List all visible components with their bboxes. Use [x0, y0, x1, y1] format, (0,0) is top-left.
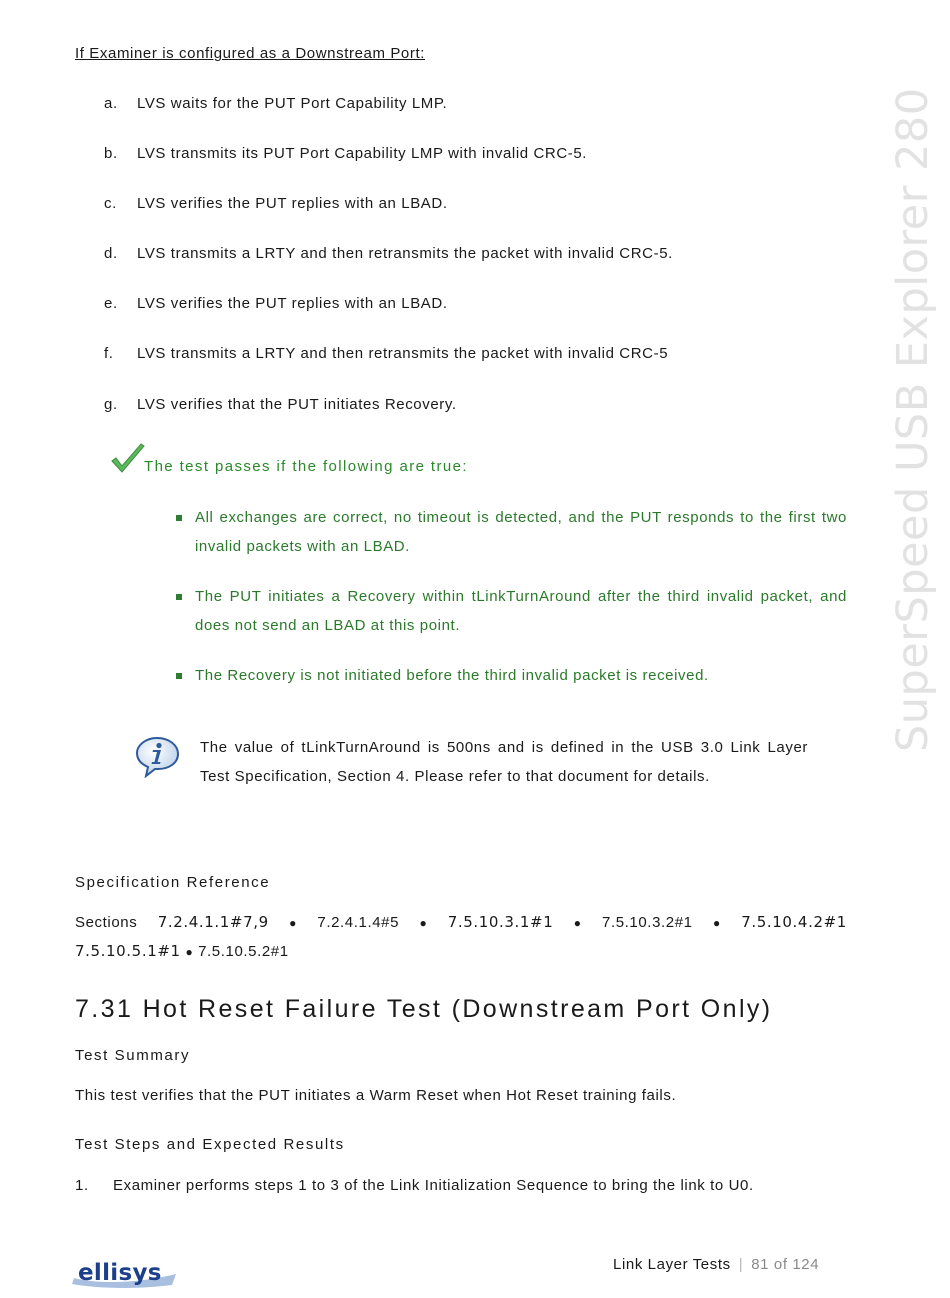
bullet-icon: [176, 594, 182, 600]
section-heading: 7.31 Hot Reset Failure Test (Downstream Port Only): [75, 995, 773, 1023]
bullet-icon: [176, 515, 182, 521]
footer-separator: |: [738, 1256, 744, 1273]
spec-reference-heading: Specification Reference: [75, 874, 271, 891]
test-steps-heading: Test Steps and Expected Results: [75, 1136, 345, 1153]
side-title: SuperSpeed USB Explorer 280: [888, 87, 938, 752]
step-text: LVS transmits its PUT Port Capability LMP with invalid CRC-5.: [137, 145, 588, 162]
sections-line-2: [75, 941, 289, 962]
separator-dot: ●: [713, 916, 721, 930]
section-ref: 7.5.10.5.2#1: [198, 943, 289, 960]
footer-chapter: Link Layer Tests: [613, 1256, 731, 1273]
test-summary-heading: Test Summary: [75, 1047, 191, 1064]
step-number: 1.: [75, 1177, 89, 1194]
downstream-heading: If Examiner is configured as a Downstream Port:: [75, 45, 425, 62]
page-number: 81 of 124: [751, 1256, 820, 1273]
pass-criteria-title: The test passes if the following are true:: [144, 458, 468, 475]
checkmark-icon: [110, 443, 146, 480]
ellisys-logo: [72, 1258, 182, 1295]
section-ref: 7.5.10.5.1#1: [75, 942, 181, 960]
pass-criterion: The Recovery is not initiated before the third invalid packet is received.: [195, 667, 709, 684]
step-letter: g.: [104, 396, 118, 413]
sections-label: Sections: [75, 914, 138, 931]
step-text: LVS verifies the PUT replies with an LBAD.: [137, 195, 448, 212]
step-letter: c.: [104, 195, 117, 212]
step-letter: a.: [104, 95, 118, 112]
step-text: LVS verifies the PUT replies with an LBAD.: [137, 295, 448, 312]
separator-dot: ●: [573, 916, 582, 930]
step-text: Examiner performs steps 1 to 3 of the Link Initialization Sequence to bring the link to U0.: [113, 1177, 754, 1194]
footer: [613, 1256, 819, 1273]
step-text: LVS transmits a LRTY and then retransmits the packet with invalid CRC-5: [137, 345, 669, 362]
section-ref: 7.2.4.1.4#5: [317, 914, 400, 931]
step-letter: d.: [104, 245, 118, 262]
step-letter: f.: [104, 345, 114, 362]
pass-criterion: The PUT initiates a Recovery within tLinkTurnAround after the third invalid packet, and does not send an LBAD at this point.: [195, 588, 847, 634]
section-ref: 7.5.10.3.2#1: [602, 914, 693, 931]
separator-dot: ●: [419, 916, 428, 930]
section-ref: 7.2.4.1.1#7,9: [157, 913, 269, 931]
step-text: LVS waits for the PUT Port Capability LMP.: [137, 95, 448, 112]
note-text: The value of tLinkTurnAround is 500ns and is defined in the USB 3.0 Link Layer Test Specification, Section 4. Please refer to that document for details.: [200, 739, 808, 785]
pass-criterion: All exchanges are correct, no timeout is detected, and the PUT responds to the first two invalid packets with an LBAD.: [195, 509, 847, 555]
info-icon: [136, 736, 180, 783]
bullet-icon: [176, 673, 182, 679]
step-letter: b.: [104, 145, 118, 162]
separator-dot: ●: [185, 945, 194, 959]
step-text: LVS transmits a LRTY and then retransmits the packet with invalid CRC-5.: [137, 245, 673, 262]
step-letter: e.: [104, 295, 118, 312]
step-text: LVS verifies that the PUT initiates Recovery.: [137, 396, 457, 413]
section-ref: 7.5.10.4.2#1: [741, 913, 847, 931]
test-summary-text: This test verifies that the PUT initiates a Warm Reset when Hot Reset training fails.: [75, 1087, 677, 1104]
section-ref: 7.5.10.3.1#1: [447, 913, 554, 931]
sections-line: [75, 912, 847, 933]
separator-dot: ●: [289, 916, 297, 930]
logo-text: ellisys: [78, 1260, 162, 1286]
